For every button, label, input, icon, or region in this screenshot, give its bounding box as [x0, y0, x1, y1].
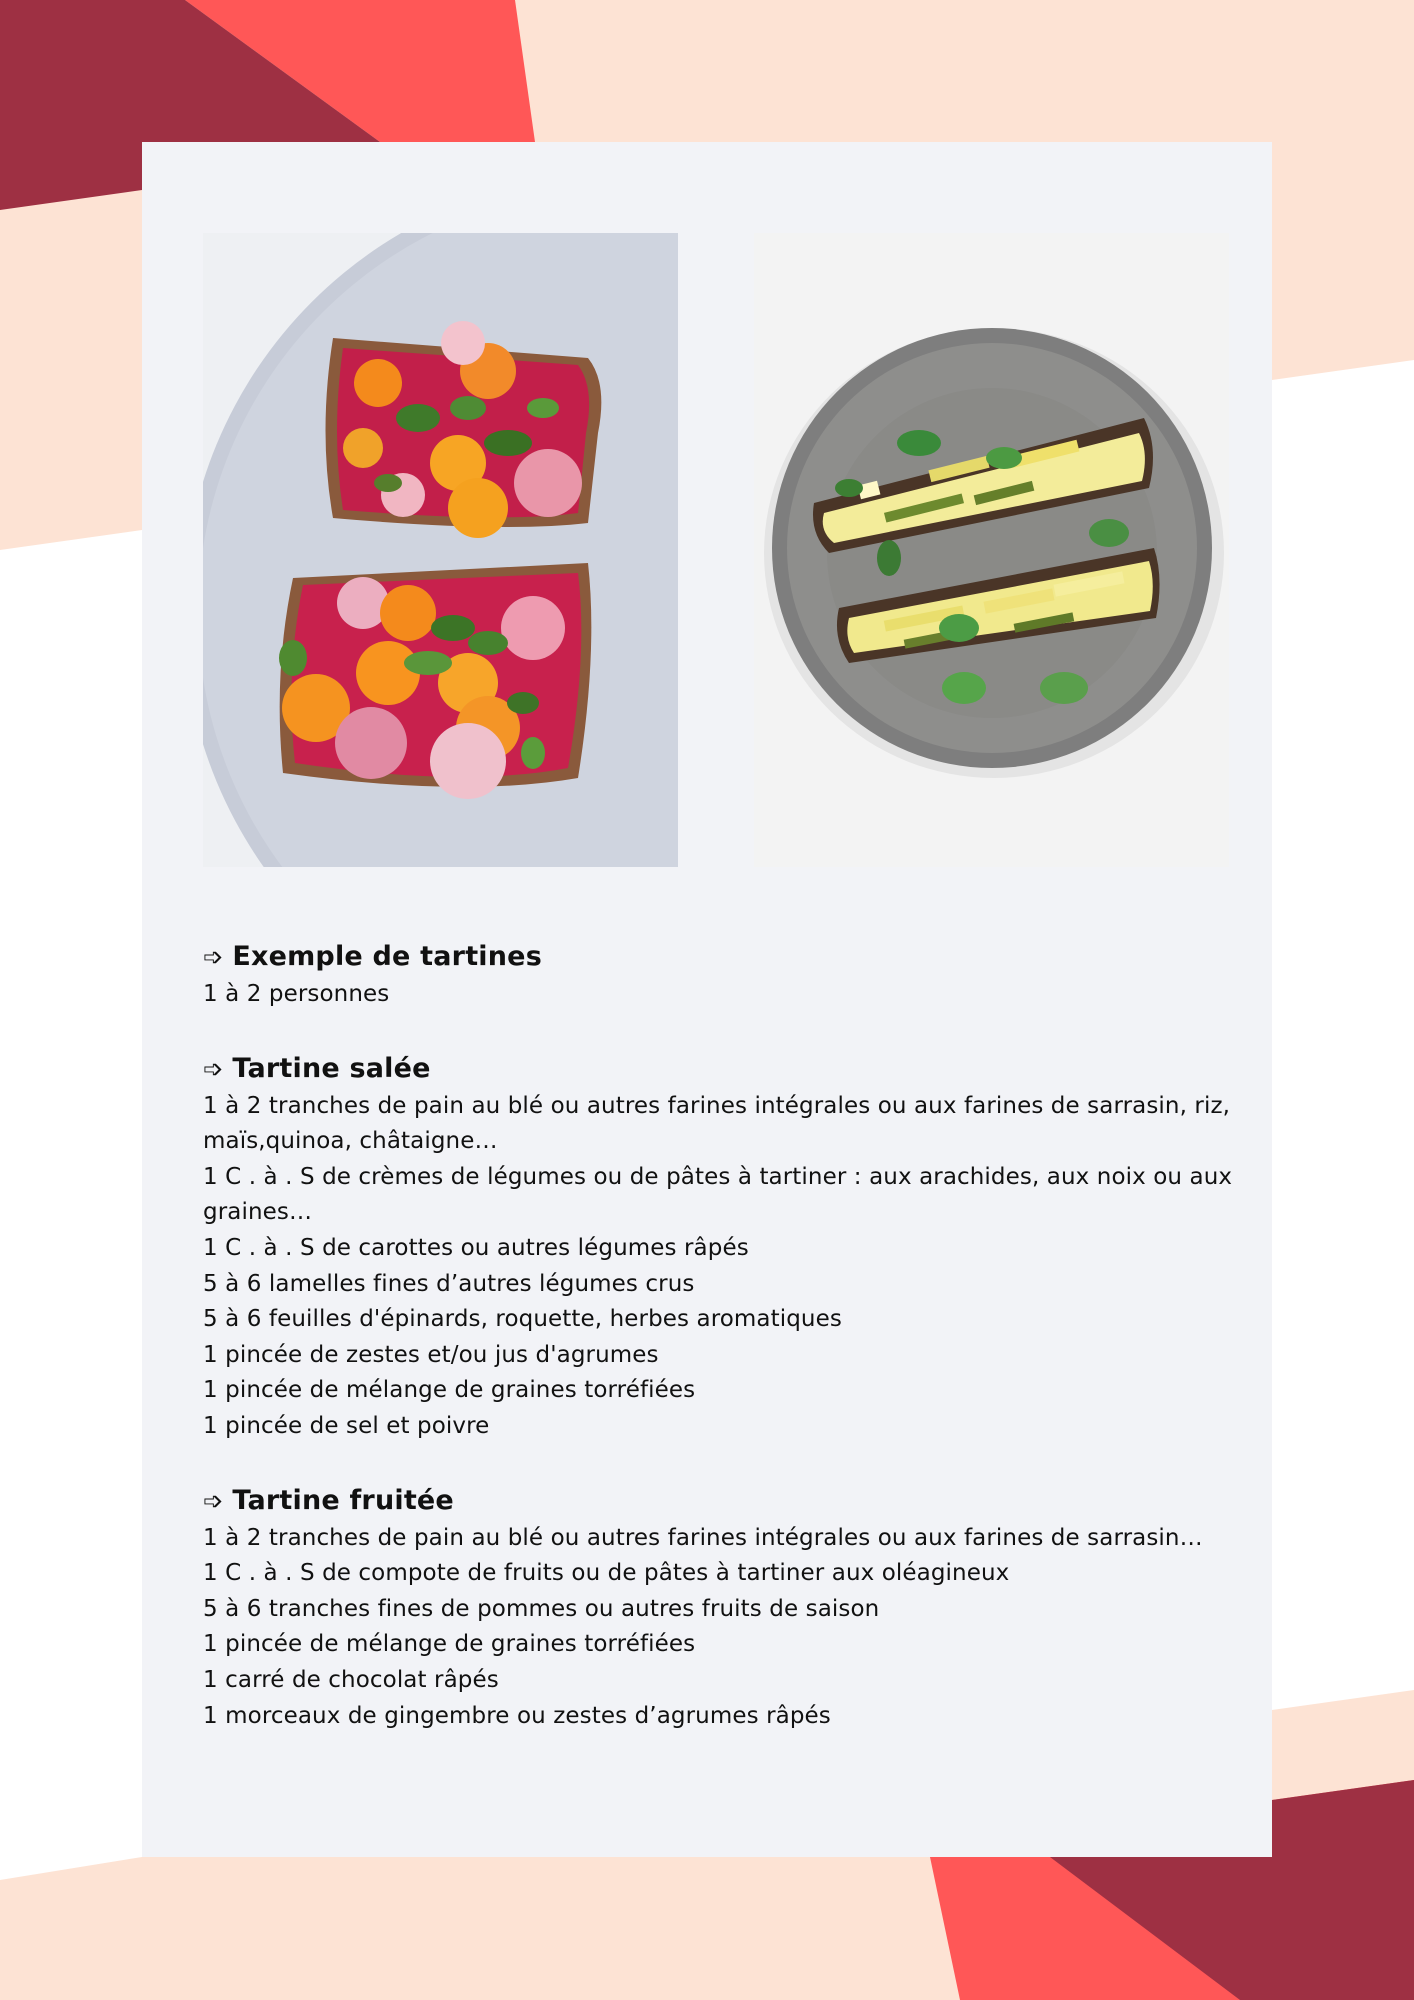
- arrow-right-icon: ➩: [203, 943, 224, 971]
- section-title: Tartine salée: [232, 1052, 431, 1084]
- ingredient-line: 1 C . à . S de crèmes de légumes ou de pâtes à tartiner : aux arachides, aux noix ou aux: [203, 1163, 1233, 1190]
- photo-icon: [754, 233, 1229, 867]
- section-title: Exemple de tartines: [232, 941, 542, 972]
- ingredient-line: 5 à 6 tranches fines de pommes ou autres fruits de saison: [203, 1595, 880, 1622]
- servings-text: 1 à 2 personnes: [203, 981, 390, 1007]
- section-savory: [203, 1049, 1263, 1445]
- arrow-right-icon: ➩: [203, 1486, 224, 1515]
- section-heading: [203, 1481, 1263, 1521]
- ingredient-line: 1 à 2 tranches de pain au blé ou autres farines intégrales ou aux farines de sarrasin, riz,: [203, 1092, 1231, 1119]
- ingredient-line: graines…: [203, 1199, 313, 1226]
- ingredient-line: 1 pincée de zestes et/ou jus d'agrumes: [203, 1341, 659, 1368]
- ingredient-line: 1 C . à . S de carottes ou autres légumes râpés: [203, 1234, 749, 1261]
- photo-icon: [203, 233, 678, 867]
- ingredient-line: 1 pincée de sel et poivre: [203, 1412, 490, 1439]
- ingredient-line: maïs,quinoa, châtaigne…: [203, 1128, 498, 1155]
- section-title: Tartine fruitée: [232, 1484, 454, 1516]
- fruity-tartines-photo: [754, 233, 1229, 867]
- savory-tartines-photo: [203, 233, 678, 867]
- ingredient-line: 1 C . à . S de compote de fruits ou de pâtes à tartiner aux oléagineux: [203, 1560, 1010, 1587]
- ingredient-line: 1 pincée de mélange de graines torréfiées: [203, 1631, 696, 1658]
- section-heading: [203, 937, 1263, 977]
- ingredient-line: 1 morceaux de gingembre ou zestes d’agrumes râpés: [203, 1702, 831, 1729]
- section-heading: [203, 1049, 1263, 1089]
- ingredient-line: 1 carré de chocolat râpés: [203, 1666, 499, 1693]
- recipe-card: [142, 142, 1272, 1857]
- ingredient-line: 5 à 6 lamelles fines d’autres légumes crus: [203, 1270, 695, 1297]
- section-examples: [203, 937, 1263, 1013]
- ingredient-line: 1 pincée de mélange de graines torréfiées: [203, 1377, 696, 1404]
- section-fruity: [203, 1481, 1263, 1735]
- ingredient-line: 5 à 6 feuilles d'épinards, roquette, herbes aromatiques: [203, 1306, 842, 1333]
- recipe-content: [203, 937, 1263, 1770]
- arrow-right-icon: ➩: [203, 1054, 224, 1083]
- ingredient-line: 1 à 2 tranches de pain au blé ou autres farines intégrales ou aux farines de sarrasin…: [203, 1524, 1203, 1551]
